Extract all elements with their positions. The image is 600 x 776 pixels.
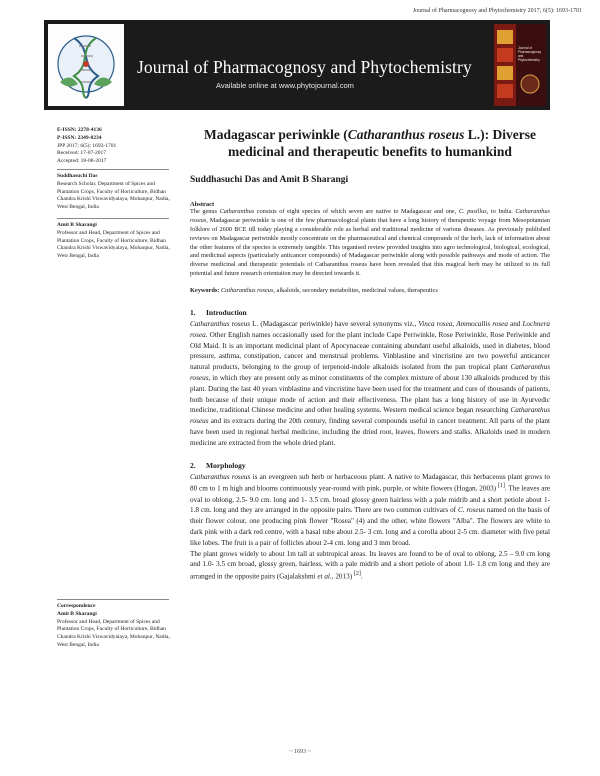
divider [57,218,169,219]
divider [57,599,169,600]
sidebar-author [57,173,177,212]
journal-logo-icon [48,24,124,106]
sidebar-author-affiliation: Research Scholar, Department of Spices and Plantation Crops, Faculty of Horticulture, Bidhan Chandra Krishi Viswavidyalaya, Mohanpur, Nadia, West Bengal, India [57,180,170,211]
correspondence-name: Amit B Sharangi [57,610,97,617]
keywords: Keywords: Catharanthus roseus, alkaloids, secondary metabolites, medicinal values, therapeutics [190,287,438,295]
running-header: Journal of Pharmacognosy and Phytochemistry 2017; 6(5): 1693-1701 [412,8,582,14]
divider [57,169,169,170]
accepted-date: Accepted: 18-08-2017 [57,158,107,165]
sidebar-author-name: Amit B Sharangi [57,221,97,228]
abstract-text: The genus Catharanthus consists of eight species of which seven are native to Madagascar and one, C. pusillus, to India. Catharanthus roseus, Madagascar periwinkle is one of the few pharmacological plants that have a long history of therapeutic voyage from Mesopotamian folklore of 2600 BCE till today playing a considerable role as herbal and traditional medicine of various diseases. As previously published reviews on Madagascar periwinkle mostly concentrate on the pharmaceutical and chemical compounds of the herb, lack of information about the other features of the species is extremely tangible. This organised review provided insights into agro technological, biological, ecological, and medicinal aspects (particularly anticancer compounds) of Madagascar periwinkle along with possible pathways and mode of action. The diverse medicinal and therapeutic potentials of Catharanthus roseus have been revealed that this magical herb may be utilized to its full potential and future research orientation may be directed towards it. [190,207,550,278]
morphology-text: Catharanthus roseus is an evergreen sub herb or herbaceous plant. A native to Madagascar, this herbaceous plant grows to 80 cm to 1 m high and blooms continuously year-round with pink, purple, or white flowers (Hogan, 2003) [1]. The leaves are oval to oblong, 2.5- 9.0 cm. long and 1- 3.5 cm. broad glossy green hairless with a pale midrib and a short petiole about 1- 1.8 cm. long and they are arranged in the opposite pairs. There are two common cultivars of C. roseus named on the basis of their flower colour, one producing pink flower "Rosea" (4) and the other, white flowers "Alba". The flowers are white to dark pink with a dark red centre, with a basal tube about 2.5- 3 cm. long and a corolla about 2-5 cm. diameter with five petal like lobes. The fruit is a pair of follicles about 2-4 cm. long and 3 mm broad. [190,472,550,547]
paper-authors: Suddhasuchi Das and Amit B Sharangi [190,174,349,185]
abstract-heading: Abstract [190,200,215,208]
pissn: P-ISSN: 2349-8234 [57,134,102,141]
journal-cover-image [494,24,546,106]
citation: JPP 2017; 6(5): 1693-1701 [57,142,117,149]
journal-title: Journal of Pharmacognosy and Phytochemistry [137,57,472,77]
article-meta [57,127,177,166]
journal-url[interactable]: Available online at www.phytojournal.com [216,81,354,90]
article-main [190,127,550,582]
section-heading-introduction: 1. Introduction [190,308,247,318]
received-date: Received: 17-07-2017 [57,150,107,157]
journal-banner [44,20,550,110]
sidebar-author-affiliation: Professor and Head, Department of Spices and Plantation Crops, Faculty of Horticulture, Bidhan Chandra Krishi Viswavidyalaya, Mohanpur, Nadia, West Bengal, India [57,229,170,260]
sidebar-author [57,222,177,261]
section-heading-morphology: 2. Morphology [190,460,246,470]
introduction-text: Catharanthus roseus L. (Madagascar periwinkle) have several synonyms viz., Vinca rosea, Ammocallis rosea and Lochnera rosea. Other English names occasionally used for the plant include Cape Periwinkle, Rose Periwinkle, Rose Periwinkle and Old Maid. It is an important medicinal plant of Apocynaceae containing abundant useful alkaloids, used in diabetes, blood pressure, asthma, constipation, cancer and menstrual problems. Vinblastine and vincristine are two powerful anticancer natural products, belonging to the group of terpenoid-indole alkaloids isolated from the pan tropical plant Catharanthus roseus, in which they are present only as minor constituents of the complex mixture of about 130 alkaloids produced by this plant. During the last 40 years vinblastine and vincristine have been used for the treatment and cure of thousands of patients, both because of their unique mode of action and their effectiveness. The plant has a long history of use in Ayurvedic medicine, traditional Chinese medicine and other healing systems. Western medical science began researching Catharanthus roseus and its extracts during the 20th century, finding several compounds useful in cancer treatment. All parts of the plant have been used in regional herbal medicine, including the dried root, leaves, flowers and stalks. Alkaloids used in modern medicine are extracted from the whole dried plant. [190,320,550,447]
article-sidebar [57,127,177,267]
morphology-text-2: The plant grows widely to about 1m tall at subtropical areas. Its leaves are found to be of oval to oblong, 2.5 – 9.0 cm long and 1.0- 3.5 cm broad, glossy green, hairless, with a pale midrib and a short petiole of about 1.0- 1.8 cm long and they are arranged in the opposite pairs (Gajalakshmi et al., 2013) [2]. [190,549,550,581]
correspondence-affiliation: Professor and Head, Department of Spices and Plantation Crops, Faculty of Horticulture, Bidhan Chandra Krishi Viswavidyalaya, Mohanpur, Nadia, West Bengal, India [57,618,170,648]
eissn: E-ISSN: 2278-4136 [57,127,102,133]
correspondence-label: Correspondence [57,603,96,609]
correspondence-block [57,596,177,650]
paper-title: Madagascar periwinkle (Catharanthus roseus L.): Diverse medicinal and therapeutic benefits to humankind [203,127,537,159]
page-number: ~ 1693 ~ [289,749,311,755]
cover-text: Journal of Pharmacognosy and Phytochemistry [518,46,542,63]
sidebar-author-name: Suddhasuchi Das [57,172,98,179]
